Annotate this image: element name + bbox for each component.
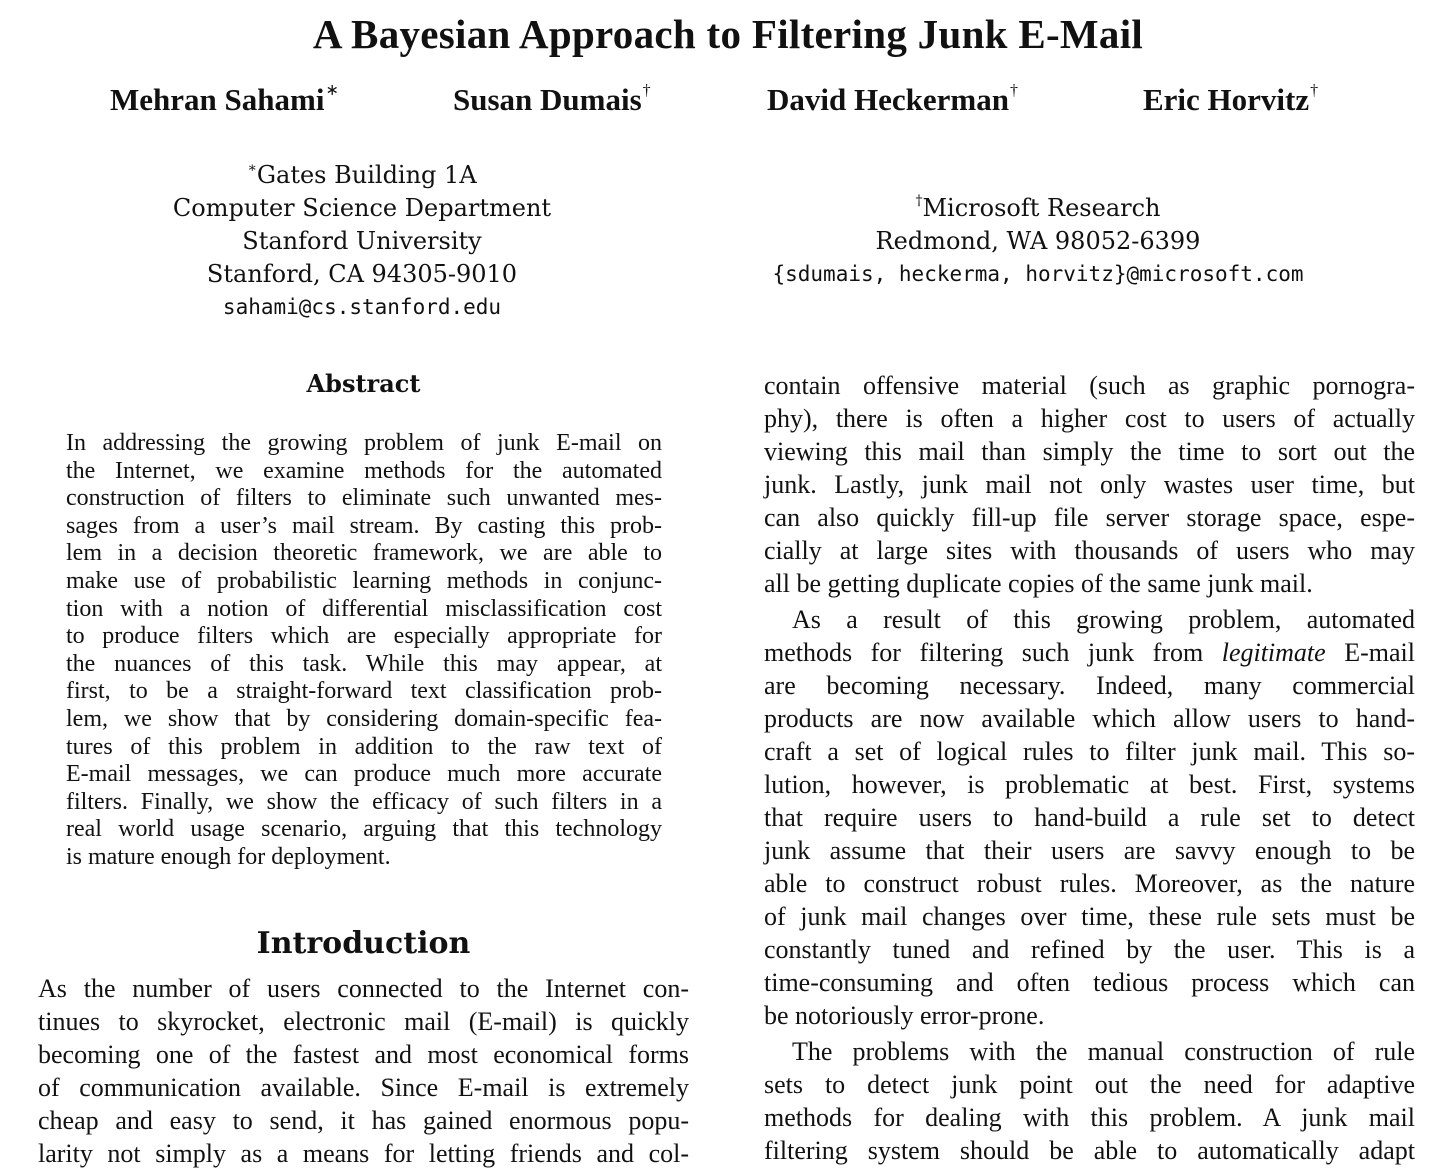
text-line: filters. Finally, we show the efficacy of such filters in a bbox=[66, 788, 662, 815]
affiliation-line: Stanford, CA 94305-9010 bbox=[206, 260, 518, 288]
text-line: phy), there is often a higher cost to users of actually bbox=[764, 404, 1415, 433]
author-name: Mehran Sahami∗ bbox=[110, 81, 339, 117]
text-line: time-consuming and often tedious process which can bbox=[764, 968, 1415, 997]
author-name: Eric Horvitz† bbox=[1143, 81, 1319, 117]
author-affiliation-mark: † bbox=[1310, 81, 1319, 99]
paper-title: A Bayesian Approach to Filtering Junk E-Mail bbox=[312, 11, 1144, 57]
text-line: lution, however, is problematic at best. First, systems bbox=[764, 770, 1415, 799]
text-line: tures of this problem in addition to the raw text of bbox=[66, 733, 662, 760]
text-line: lem in a decision theoretic framework, we are able to bbox=[66, 540, 662, 567]
text-line: sages from a user’s mail stream. By casting this prob- bbox=[66, 512, 662, 539]
affiliation-line: ∗Gates Building 1A bbox=[247, 160, 477, 189]
text-line: constantly tuned and refined by the user. This is a bbox=[764, 935, 1415, 964]
text-line: of communication available. Since E-mail is extremely bbox=[38, 1073, 689, 1102]
right-column-text bbox=[764, 369, 1415, 1167]
affiliation-line: †Microsoft Research bbox=[915, 193, 1161, 222]
text-line: make use of probabilistic learning methods in conjunc- bbox=[66, 567, 662, 594]
text-line: As a result of this growing problem, automated bbox=[792, 605, 1415, 634]
author-list bbox=[0, 82, 1456, 122]
text-line: sets to detect junk point out the need for adaptive bbox=[764, 1070, 1415, 1099]
text-line: filtering system should be able to automatically adapt bbox=[764, 1136, 1415, 1165]
text-line: methods for dealing with this problem. A junk mail bbox=[764, 1103, 1415, 1132]
text-line: junk assume that their users are savvy enough to be bbox=[764, 836, 1415, 865]
text-line: cially at large sites with thousands of users who may bbox=[764, 536, 1415, 565]
text-line: products are now available which allow users to hand- bbox=[764, 704, 1415, 733]
text-line: contain offensive material (such as graphic pornogra- bbox=[764, 371, 1415, 400]
emphasized-word: legitimate bbox=[1221, 638, 1326, 667]
author-name: Susan Dumais† bbox=[453, 81, 651, 117]
text-line: of junk mail changes over time, these rule sets must be bbox=[764, 902, 1415, 931]
text-line: first, to be a straight-forward text classification prob- bbox=[66, 678, 662, 705]
text-line: tion with a notion of differential misclassification cost bbox=[66, 595, 662, 622]
text-line: tinues to skyrocket, electronic mail (E-mail) is quickly bbox=[38, 1007, 689, 1036]
text-line: are becoming necessary. Indeed, many commercial bbox=[764, 671, 1415, 700]
author-name: David Heckerman† bbox=[767, 81, 1018, 117]
affiliation-stanford bbox=[112, 154, 612, 324]
author-affiliation-mark: ∗ bbox=[325, 81, 339, 99]
text-line: junk. Lastly, junk mail not only wastes user time, but bbox=[764, 470, 1415, 499]
paragraph bbox=[764, 1035, 1415, 1167]
text-line: the Internet, we examine methods for the automated bbox=[66, 457, 662, 484]
text-line: As the number of users connected to the Internet con- bbox=[38, 974, 689, 1003]
affiliation-microsoft bbox=[738, 187, 1338, 291]
text-line: that require users to hand-build a rule set to detect bbox=[764, 803, 1415, 832]
text-line: able to construct robust rules. Moreover, as the nature bbox=[764, 869, 1415, 898]
text-line: methods for filtering such junk from legitimate E-mail bbox=[764, 638, 1415, 667]
abstract-heading: Abstract bbox=[306, 369, 421, 398]
text-line: viewing this mail than simply the time to sort out the bbox=[764, 437, 1415, 466]
paragraph bbox=[764, 603, 1415, 1032]
introduction-heading: Introduction bbox=[256, 926, 471, 961]
paragraph bbox=[764, 369, 1415, 600]
text-line: to produce filters which are especially appropriate for bbox=[66, 623, 662, 650]
text-line: lem, we show that by considering domain-specific fea- bbox=[66, 705, 662, 732]
text-line: is mature enough for deployment. bbox=[66, 843, 391, 870]
author-email: sahami@cs.stanford.edu bbox=[222, 295, 502, 319]
text-line: craft a set of logical rules to filter junk mail. This so- bbox=[764, 737, 1415, 766]
text-line: construction of filters to eliminate such unwanted mes- bbox=[66, 485, 662, 512]
abstract-text bbox=[66, 430, 662, 872]
text-line: real world usage scenario, arguing that this technology bbox=[66, 816, 662, 843]
text-line: E-mail messages, we can produce much more accurate bbox=[66, 761, 662, 788]
text-line: cheap and easy to send, it has gained enormous popu- bbox=[38, 1106, 689, 1135]
author-email: {sdumais, heckerma, horvitz}@microsoft.com bbox=[772, 262, 1304, 286]
author-affiliation-mark: † bbox=[642, 81, 651, 99]
introduction-text bbox=[38, 972, 689, 1170]
affiliation-line: Redmond, WA 98052-6399 bbox=[875, 227, 1201, 255]
affiliation-line: Stanford University bbox=[242, 227, 482, 255]
author-affiliation-mark: † bbox=[1009, 81, 1018, 99]
affiliation-line: Computer Science Department bbox=[172, 194, 552, 222]
text-line: The problems with the manual construction of rule bbox=[792, 1037, 1415, 1066]
text-line: be notoriously error-prone. bbox=[764, 1001, 1045, 1030]
text-line: the nuances of this task. While this may appear, at bbox=[66, 650, 662, 677]
text-line: larity not simply as a means for letting friends and col- bbox=[38, 1139, 689, 1168]
text-line: can also quickly fill-up file server storage space, espe- bbox=[764, 503, 1415, 532]
text-line: all be getting duplicate copies of the same junk mail. bbox=[764, 569, 1313, 598]
text-line: In addressing the growing problem of junk E-mail on bbox=[66, 430, 662, 456]
text-line: becoming one of the fastest and most economical forms bbox=[38, 1040, 689, 1069]
